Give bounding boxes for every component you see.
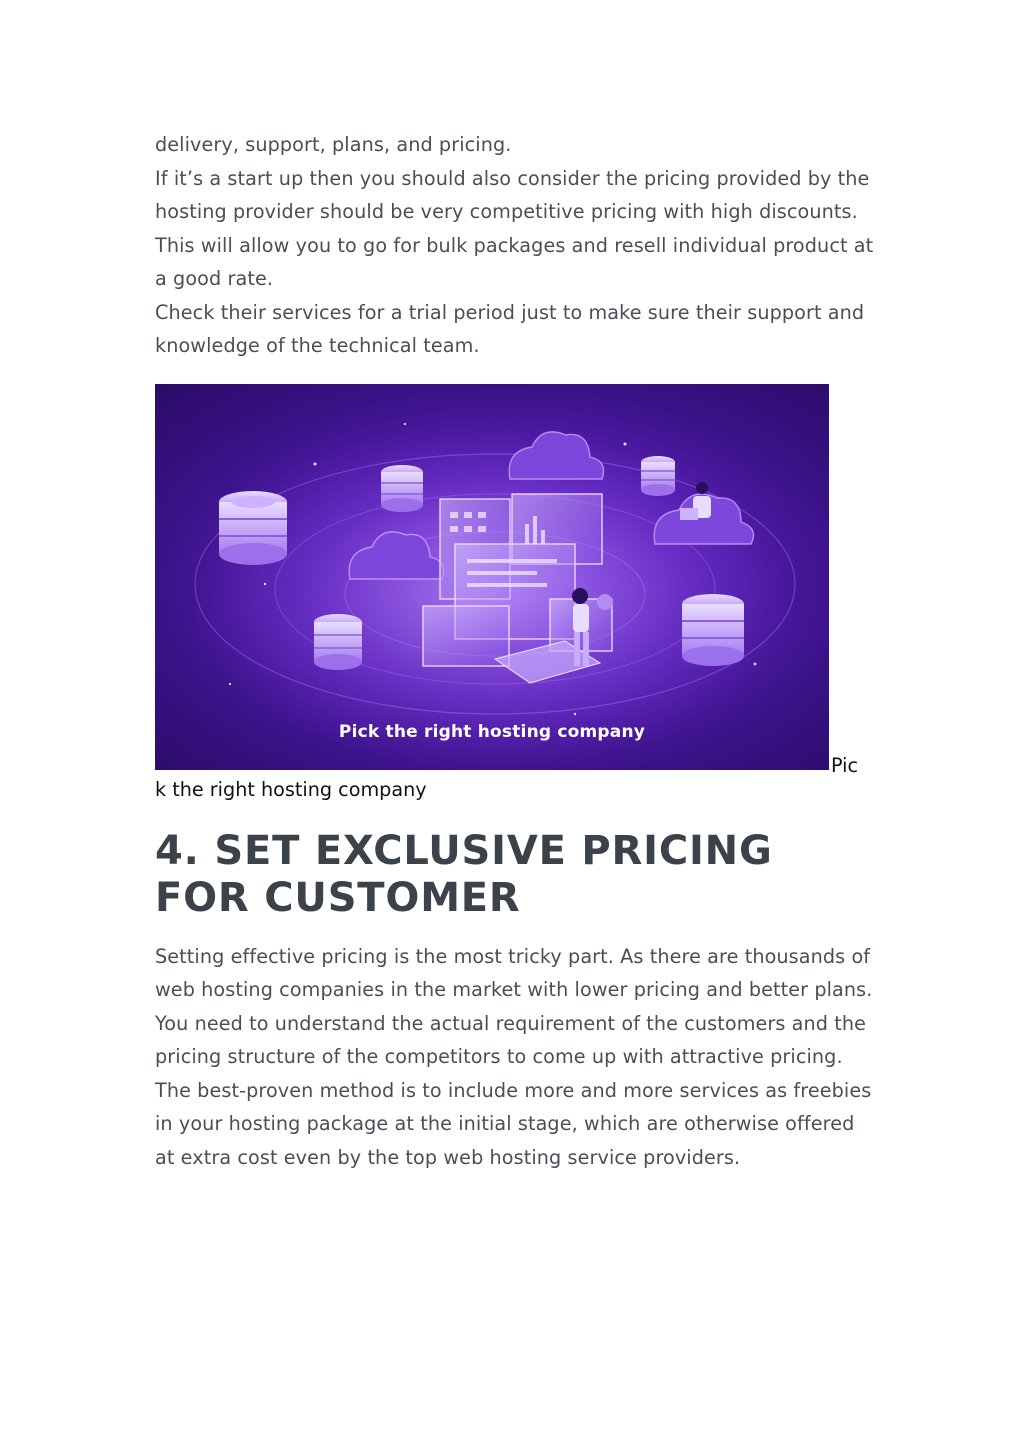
paragraph-customer-requirements: You need to understand the actual requirement of the customers and the pricing structure of the competitors to come up with attractive pricing. — [155, 1011, 867, 1068]
image-alt-text-part1: Pic — [831, 753, 859, 777]
hosting-figure — [155, 384, 875, 802]
hero-caption: Pick the right hosting company — [338, 721, 646, 742]
paragraph-trial-period: Check their services for a trial period just to make sure their support and knowledge of the technical team. — [155, 300, 865, 357]
paragraph-delivery: delivery, support, plans, and pricing. — [155, 133, 512, 156]
hosting-illustration-graphic — [155, 384, 829, 770]
image-alt-text-part2: k the right hosting company — [155, 777, 427, 801]
article-page — [155, 128, 875, 1174]
paragraph-freebies: The best-proven method is to include more and more services as freebies in your hosting package at the initial stage, which are otherwise offered at extra cost even by the top web hosting service providers. — [155, 1078, 872, 1169]
section-body — [155, 940, 875, 1175]
paragraph-startup-pricing: If it’s a start up then you should also consider the pricing provided by the hosting provider should be very competitive pricing with high discounts. This will allow you to go for bulk packages and resell individual product at a good rate. — [155, 166, 874, 290]
paragraph-effective-pricing: Setting effective pricing is the most tricky part. As there are thousands of web hosting companies in the market with lower pricing and better plans. — [155, 944, 873, 1001]
hosting-illustration — [155, 384, 829, 770]
section-heading: 4. SET EXCLUSIVE PRICING FOR CUSTOMER — [155, 827, 773, 921]
